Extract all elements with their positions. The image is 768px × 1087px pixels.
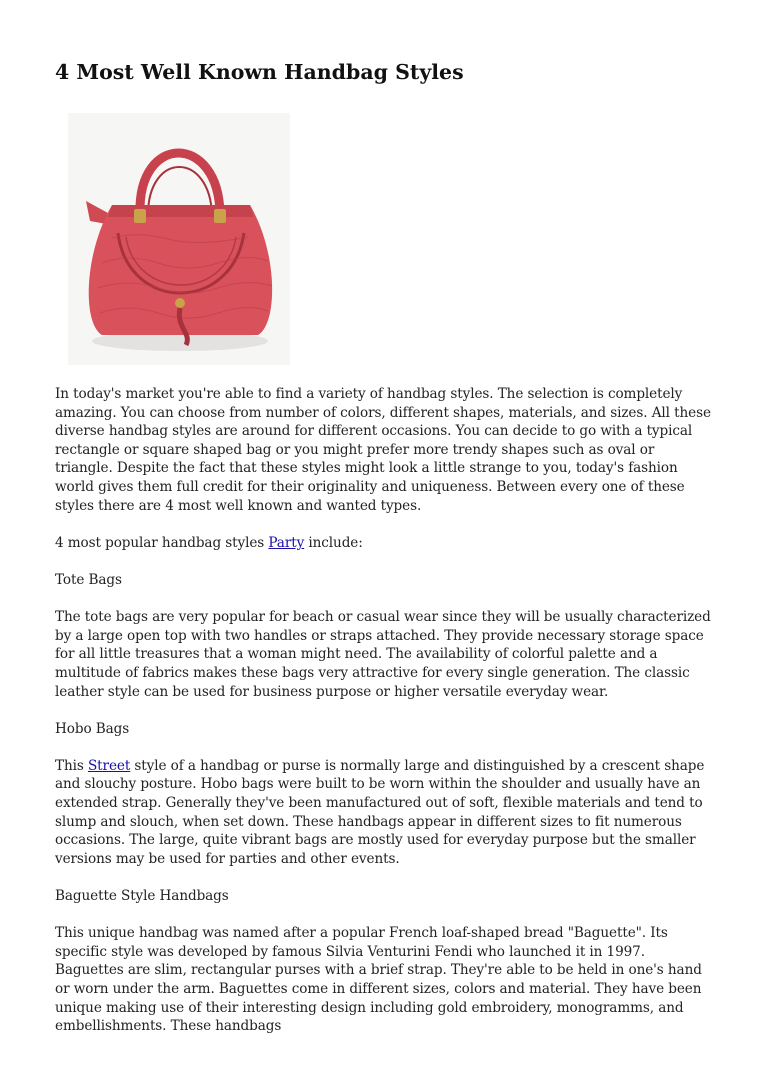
- street-link[interactable]: Street: [87, 757, 131, 774]
- popular-text-before: 4 most popular handbag styles: [55, 534, 269, 551]
- hobo-text-after: style of a handbag or purse is normally large and distinguished by a crescent shape and slouchy posture. Hobo bags were built to be worn within the shoulder and usually have an extended strap. Generally they've been manufactured out of soft, flexible materials and tend to slump and slouch, when set down. These handbags appear in different sizes to fit numerous occasions. The large, quite vibrant bags are mostly used for everyday purpose but the smaller versions may be used for parties and other events.: [55, 757, 705, 867]
- party-link[interactable]: Party: [268, 534, 305, 551]
- tote-heading: Tote Bags: [55, 571, 122, 588]
- hobo-heading: Hobo Bags: [55, 720, 130, 737]
- popular-text-after: include:: [304, 534, 363, 551]
- popular-styles-paragraph: [55, 534, 715, 553]
- intro-paragraph: In today's market you're able to find a variety of handbag styles. The selection is completely amazing. You can choose from number of colors, different shapes, materials, and sizes. All these diverse handbag styles are around for different occasions. You can decide to go with a typical rectangle or square shaped bag or you might prefer more trendy shapes such as oval or triangle. Despite the fact that these styles might look a little strange to you, today's fashion world gives them full credit for their originality and uniqueness. Between every one of these styles there are 4 most well known and wanted types.: [55, 386, 711, 514]
- hobo-text-before: This: [55, 757, 88, 774]
- hobo-paragraph: [55, 757, 715, 869]
- page-title: 4 Most Well Known Handbag Styles: [55, 60, 464, 84]
- article-body: [55, 385, 715, 1054]
- tote-paragraph: The tote bags are very popular for beach or casual wear since they will be usually characterized by a large open top with two handles or straps attached. They provide necessary storage space for all little treasures that a woman might need. The availability of colorful palette and a multitude of fabrics makes these bags very attractive for every single generation. The classic leather style can be used for business purpose or higher versatile everyday wear.: [55, 609, 711, 700]
- baguette-heading: Baguette Style Handbags: [55, 888, 229, 905]
- handbag-photo-icon: [68, 113, 290, 365]
- baguette-paragraph: This unique handbag was named after a popular French loaf-shaped bread "Baguette". Its specific style was developed by famous Silvia Venturini Fendi who launched it in 1997. Baguettes are slim, rectangular purses with a brief strap. They're able to be held in one's hand or worn under the arm. Baguettes come in different sizes, colors and material. They have been unique making use of their interesting design including gold embroidery, monogramms, and embellishments. These handbags: [55, 925, 702, 1035]
